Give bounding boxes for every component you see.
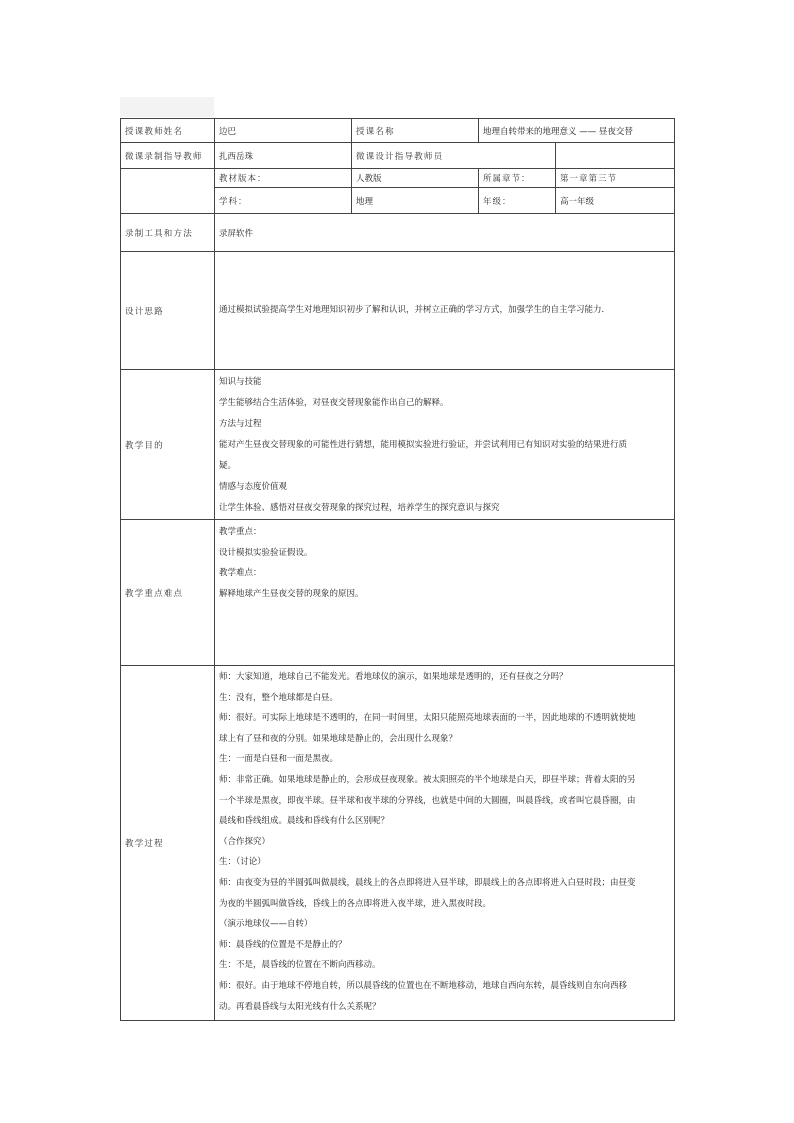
process-line: 球上有了昼和夜的分别。如果地球是静止的，会出现什么现象？ bbox=[219, 733, 458, 744]
subject-label: 学科： bbox=[215, 188, 352, 214]
recording-guide-label: 微课录制指导教师 bbox=[121, 143, 215, 169]
process-line: 一个半球是黑夜，即夜半球。昼半球和夜半球的分界线，也就是中间的大圆圈，叫晨昏线，或者叫它晨昏圈，由 bbox=[219, 795, 636, 806]
key-points-content bbox=[215, 520, 675, 666]
design-guide-value bbox=[556, 143, 675, 169]
process-line: 师：大家知道，地球自己不能发光。看地球仪的演示，如果地球是透明的，还有昼夜之分吗？ bbox=[219, 672, 568, 682]
goals-line: 方法与过程 bbox=[219, 419, 262, 429]
process-line: 动。再看晨昏线与太阳光线有什么关系呢？ bbox=[219, 1001, 381, 1012]
textbook-label: 教材版本： bbox=[215, 169, 352, 188]
design-text: 通过模拟试验提高学生对地理知识初步了解和认识，并树立正确的学习方式，加强学生的自主学习能力． bbox=[215, 252, 675, 370]
process-content bbox=[215, 666, 675, 1021]
tools-value: 录屏软件 bbox=[215, 214, 675, 252]
source-label-cell bbox=[121, 169, 215, 214]
course-name-label: 授课名称 bbox=[352, 119, 479, 143]
process-line: 师：晨昏线的位置是不是静止的？ bbox=[219, 939, 347, 950]
row-design bbox=[121, 252, 675, 370]
row-goals bbox=[121, 370, 675, 520]
subject-value: 地理 bbox=[352, 188, 479, 214]
goals-content bbox=[215, 370, 675, 520]
key-line: 设计模拟实验验证假设。 bbox=[219, 547, 313, 558]
process-line: 晨线和昏线组成。晨线和昏线有什么区别呢？ bbox=[219, 816, 390, 827]
row-teacher bbox=[121, 119, 675, 143]
corner-mark bbox=[120, 97, 214, 117]
design-guide-label: 微课设计指导教师员 bbox=[352, 143, 556, 169]
goals-line: 知识与技能 bbox=[219, 377, 262, 387]
goals-line: 让学生体验、感悟对昼夜交替现象的探究过程，培养学生的探究意识与探究 bbox=[219, 503, 500, 513]
goals-line: 疑。 bbox=[219, 461, 237, 471]
process-line: 师：由夜变为昼的半圆弧叫做晨线，晨线上的各点即将进入昼半球，即晨线上的各点即将进入白昼时段；由昼变 bbox=[219, 877, 636, 888]
process-label: 教学过程 bbox=[121, 666, 215, 1021]
course-info-table bbox=[120, 118, 675, 1021]
row-tools bbox=[121, 214, 675, 252]
teacher-name-label: 授课教师姓名 bbox=[121, 119, 215, 143]
process-line: （演示地球仪——自转） bbox=[219, 919, 313, 930]
row-guidance bbox=[121, 143, 675, 169]
process-line: 生：不是，晨昏线的位置在不断向西移动。 bbox=[219, 960, 381, 971]
course-name-value: 地理自转带来的地理意义 —— 昼夜交替 bbox=[479, 119, 675, 143]
process-line: （合作探究） bbox=[219, 836, 271, 847]
process-line: 生：没有，整个地球都是白昼。 bbox=[219, 692, 339, 703]
row-key-points bbox=[121, 520, 675, 666]
recording-guide-value: 扎西岳珠 bbox=[215, 143, 352, 169]
goals-line: 能对产生昼夜交替现象的可能性进行猜想，能用模拟实验进行验证，并尝试利用已有知识对实验的结果进行质 bbox=[219, 440, 628, 450]
key-line: 教学难点： bbox=[219, 568, 262, 578]
design-label: 设计思路 bbox=[121, 252, 215, 370]
teacher-name-value: 边巴 bbox=[215, 119, 352, 143]
process-line: 师：很好。可实际上地球是不透明的，在同一时间里，太阳只能照亮地球表面的一半，因此地球的不透明就使地 bbox=[219, 713, 636, 724]
chapter-value: 第一章第三节 bbox=[556, 169, 675, 188]
key-points-label: 教学重点难点 bbox=[121, 520, 215, 666]
grade-value: 高一年级 bbox=[556, 188, 675, 214]
goals-line: 学生能够结合生活体验，对昼夜交替现象能作出自己的解释。 bbox=[219, 398, 449, 408]
process-line: 生：一面是白昼和一面是黑夜。 bbox=[219, 754, 339, 765]
key-line: 解释地球产生昼夜交替的现象的原因。 bbox=[219, 588, 364, 599]
row-textbook bbox=[121, 169, 675, 188]
process-line: 师：很好。由于地球不停地自转，所以晨昏线的位置也在不断地移动，地球自西向东转，晨昏线则自东向西移 bbox=[219, 980, 628, 991]
process-line: 师：非常正确。如果地球是静止的，会形成昼夜现象。被太阳照亮的半个地球是白天，即昼半球；背着太阳的另 bbox=[219, 774, 636, 785]
grade-label: 年级： bbox=[479, 188, 556, 214]
process-line: 为夜的半圆弧叫做昏线，昏线上的各点即将进入夜半球，进入黑夜时段。 bbox=[219, 898, 492, 909]
chapter-label: 所属章节： bbox=[479, 169, 556, 188]
goals-label: 教学目的 bbox=[121, 370, 215, 520]
goals-line: 情感与态度价值观 bbox=[219, 482, 288, 492]
key-line: 教学重点： bbox=[219, 527, 262, 537]
process-line: 生：（讨论） bbox=[219, 857, 266, 868]
textbook-value: 人教版 bbox=[352, 169, 479, 188]
row-process bbox=[121, 666, 675, 1021]
tools-label: 录制工具和方法 bbox=[121, 214, 215, 252]
